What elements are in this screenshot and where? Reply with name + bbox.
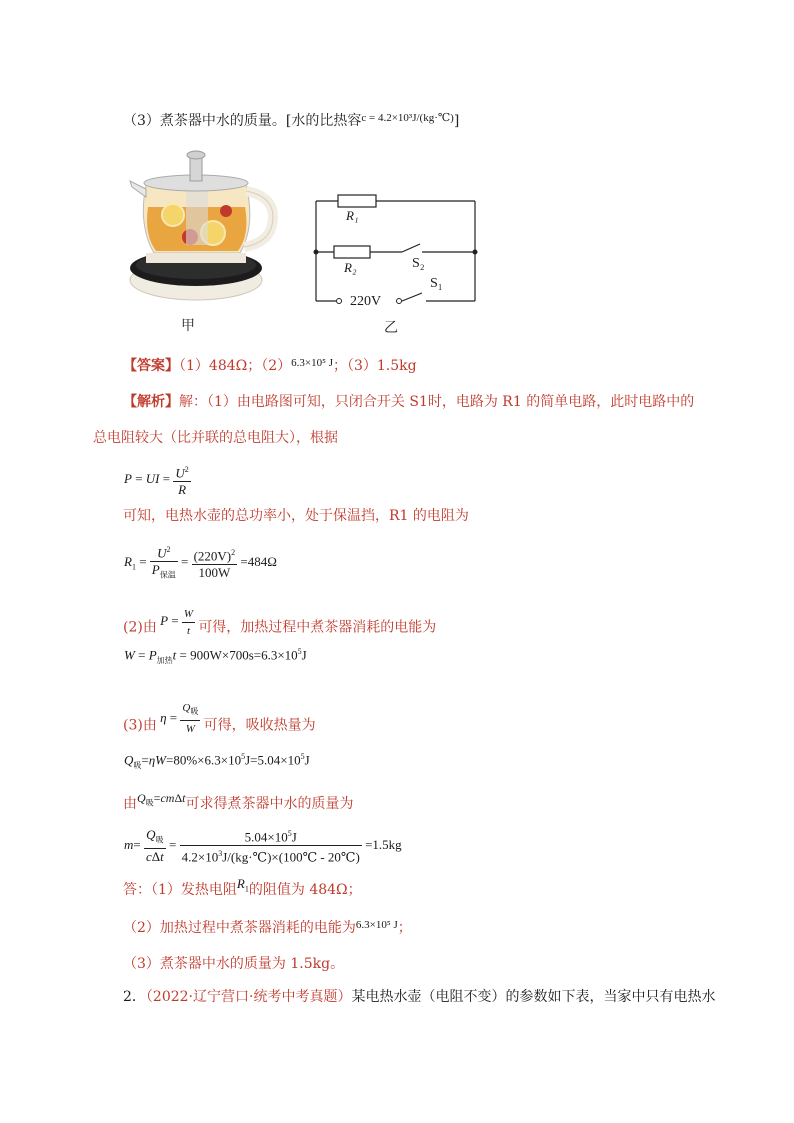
- circuit-diagram: [308, 186, 484, 316]
- switch-s2: [402, 244, 420, 252]
- analysis-part2: (2)由 P = $\frac{W}{t}$ 可得，加热过程中煮茶器消耗的电能为: [123, 608, 437, 637]
- terminal-left: [337, 299, 342, 304]
- next-question-number: 2．: [123, 989, 146, 1005]
- terminal-right: [397, 299, 402, 304]
- junction-left: [314, 250, 319, 255]
- analysis-line3: 可知，电热水壶的总功率小，处于保温挡，R1 的电阻为: [123, 508, 469, 524]
- formula-mass: m= $\frac{Q_吸}{\text{cΔt}}$ = $\frac{5.04\times 10^5J}{4.2\times 10^3J/(kg\cdot℃)\times(100℃ - 20℃)}$ =1.5kg: [124, 826, 402, 865]
- answer-energy: 6.3×10⁵ J: [291, 357, 333, 369]
- circuit-label: 乙: [384, 320, 398, 336]
- analysis-line1: 【解析】解：（1）由电路图可知，只闭合开关 S1时，电路为 R1 的简单电路，此时电路中的: [123, 394, 695, 410]
- question3-prefix: （3）煮茶器中水的质量。[水的比热容: [123, 113, 362, 129]
- next-question-source: （2022·辽宁营口·统考中考真题）: [145, 989, 352, 1005]
- next-question-text: 某电热水壶（电阻不变）的参数如下表，当家中只有电热水: [351, 989, 716, 1005]
- answer-line: [123, 356, 417, 377]
- analysis-tag: 【解析】: [123, 394, 179, 410]
- resistor-r1: [338, 195, 376, 207]
- label-s1: S₁: [430, 276, 443, 291]
- analysis-line2: 总电阻较大（比并联的总电阻大），根据: [93, 430, 338, 446]
- conclusion-line1: 答：（1）发热电阻$R_1$的阻值为 484Ω；: [123, 876, 362, 898]
- conclusion-line3: （3）煮茶器中水的质量为 1.5kg。: [123, 956, 345, 972]
- kettle-image: [118, 145, 288, 310]
- answer-text: （1）484Ω；（2）: [179, 358, 292, 374]
- switch-s1: [402, 293, 422, 301]
- question3-formula: c = 4.2×10³J/(kg·℃): [361, 112, 454, 124]
- label-r2: R₂: [344, 260, 357, 275]
- answer-tag: 【答案】: [123, 358, 179, 374]
- question3-line: [123, 111, 459, 132]
- analysis-mass-line: 由$Q_吸=cm\Delta t$可求得煮茶器中水的质量为: [123, 791, 354, 812]
- resistor-r2: [334, 246, 370, 258]
- next-question: [123, 987, 715, 1007]
- junction-right: [473, 250, 478, 255]
- conclusion-line2: （2）加热过程中煮茶器消耗的电能为$^{6.3\times 10^5 J}$；: [123, 919, 412, 936]
- analysis-part3: (3)由 η = $\frac{Q_吸}{W}$ 可得，吸收热量为: [123, 702, 316, 736]
- question3-suffix: ]: [453, 113, 460, 129]
- label-s2: S₂: [412, 256, 425, 271]
- formula-r1: $R_1$ = $\frac{U^2}{P_{保温}}$ = $\frac{(220V)^2}{100W}$ =484Ω: [124, 542, 277, 584]
- formula-energy: $W = P_{加热}t = 900W\times 700s=6.3\times 10^5J$: [124, 647, 307, 665]
- answer-text2: ；（3）1.5kg: [332, 358, 417, 374]
- label-r1: R₁: [346, 208, 359, 223]
- formula-heat: $Q_吸=\eta W=80\%\times 6.3\times 10^5J=5.04\times 10^5J$: [124, 752, 310, 770]
- kettle-label: 甲: [181, 318, 195, 334]
- label-voltage: 220V: [350, 294, 382, 309]
- formula-power: P = UI = $\frac{U^2}{R}$: [124, 462, 191, 498]
